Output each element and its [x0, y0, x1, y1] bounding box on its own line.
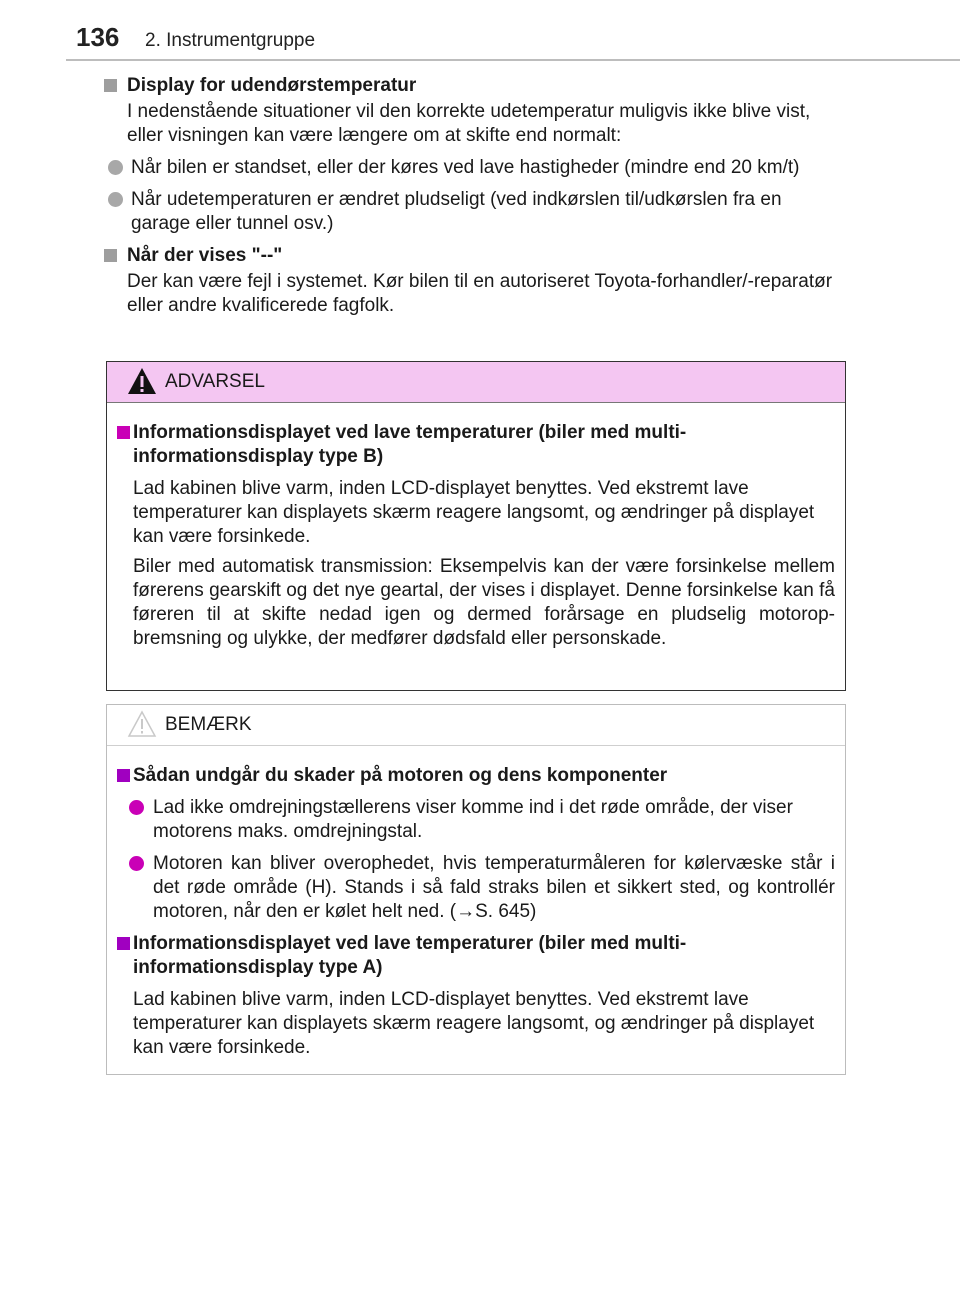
- square-bullet-icon: [117, 426, 130, 439]
- round-bullet-icon: [129, 800, 144, 815]
- square-bullet-icon: [117, 769, 130, 782]
- warning-paragraph: Lad kabinen blive varm, inden LCD-displayet benyttes. Ved ekstremt lave temperaturer kan displayets skærm reagere langsomt, og ændringer på displayet kan være forsinkede.: [133, 478, 815, 547]
- page-number: 136: [76, 22, 120, 52]
- note-paragraph: Lad kabinen blive varm, inden LCD-displayet benyttes. Ved ekstremt lave temperaturer kan displayets skærm reagere langsomt, og ændringer på displayet kan være forsinkede.: [133, 989, 815, 1058]
- main-content: [104, 74, 844, 324]
- warning-header: [107, 362, 845, 403]
- round-bullet-icon: [108, 192, 123, 207]
- warning-title: Informationsdisplayet ved lave temperaturer (biler med multi-informationsdisplay type B): [117, 421, 835, 469]
- section-text: Der kan være fejl i systemet. Kør bilen til en autoriseret Toyota-forhandler/-reparatør eller andre kvalificerede fagfolk.: [127, 271, 833, 316]
- header-divider: [66, 59, 960, 61]
- warning-body: [107, 403, 845, 651]
- list-item: Lad ikke omdrejningstællerens viser komme ind i det røde område, der viser motorens maks. omdrejningstal.: [117, 796, 835, 844]
- list-item: Når bilen er standset, eller der køres ved lave hastigheder (mindre end 20 km/t): [104, 156, 844, 180]
- warning-label: ADVARSEL: [165, 371, 265, 392]
- note-section-title: Sådan undgår du skader på motoren og dens komponenter: [117, 764, 835, 788]
- round-bullet-icon: [129, 856, 144, 871]
- section-title-dashes: Når der vises "--": [104, 244, 844, 268]
- warning-triangle-icon: [127, 367, 157, 395]
- note-box: [106, 704, 846, 1075]
- section-intro: I nedenstående situationer vil den korrekte udetemperatur muligvis ikke blive vist, eller visningen kan være længere om at skifte end normalt:: [127, 101, 811, 146]
- note-header: [107, 705, 845, 746]
- chapter-title: 2. Instrumentgruppe: [145, 30, 316, 51]
- warning-paragraph: Biler med automatisk transmission: Eksempelvis kan der være forsinkelse mellem førerens gearskift og det nye geartal, der vises i displayet. Denne forsinkelse kan få føreren til at skifte nedad igen og dermed forårsage en pludselig motoropbremsning og ulykke, der medfører dødsfald eller personskade.: [133, 556, 835, 649]
- square-bullet-icon: [117, 937, 130, 950]
- warning-box: [106, 361, 846, 691]
- note-section-title: Informationsdisplayet ved lave temperaturer (biler med multi-informationsdisplay type A): [117, 932, 835, 980]
- round-bullet-icon: [108, 160, 123, 175]
- square-bullet-icon: [104, 249, 117, 262]
- note-label: BEMÆRK: [165, 714, 252, 735]
- section-title-display: Display for udendørstemperatur: [104, 74, 844, 98]
- square-bullet-icon: [104, 79, 117, 92]
- caution-triangle-icon: [127, 710, 157, 738]
- list-item: Når udetemperaturen er ændret pludseligt (ved indkørslen til/udkørslen fra en garage eller tunnel osv.): [104, 188, 844, 236]
- list-item: Motoren kan bliver overophedet, hvis temperaturmåleren for kølervæske står i det røde område (H). Stands i så fald straks bilen et sikkert sted, og kontrollér motoren, når den er kølet helt ned. (→S. 645): [117, 852, 835, 924]
- note-body: [107, 746, 845, 1060]
- page-header: [0, 0, 960, 62]
